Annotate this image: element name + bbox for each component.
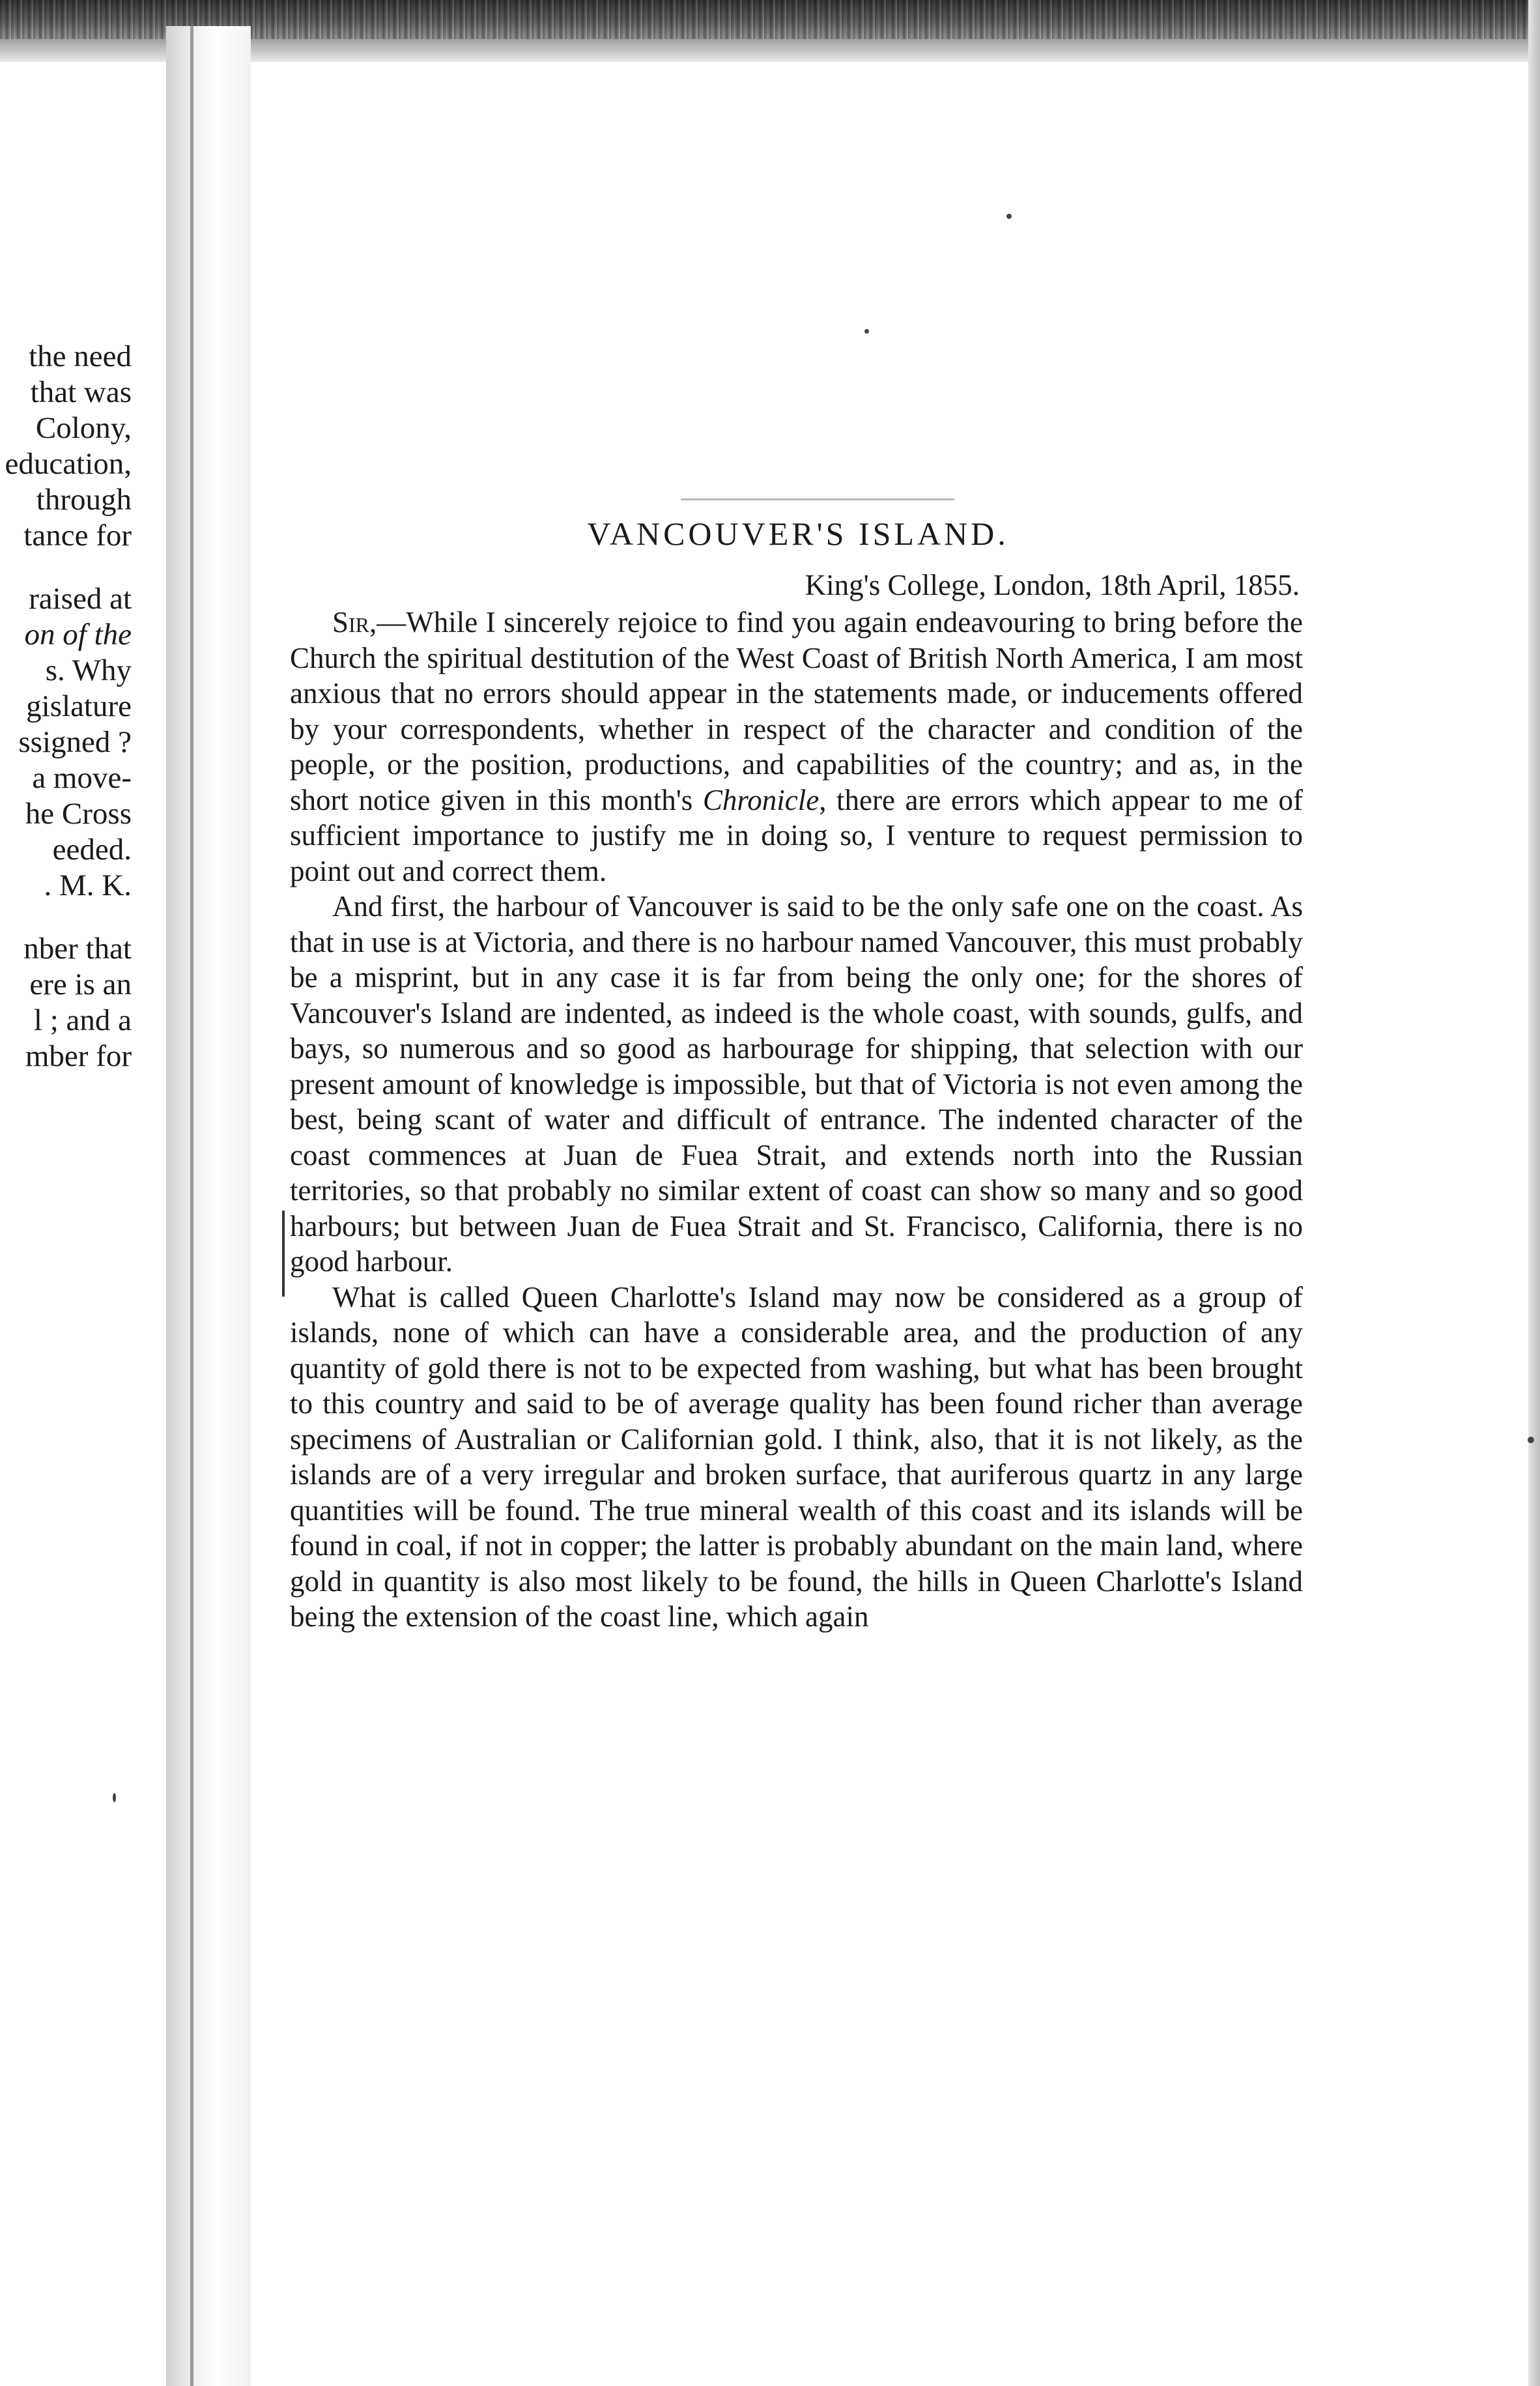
left-page-block [0,931,132,1074]
margin-pencil-mark [282,1211,285,1297]
paragraph-text: , there are errors which appear to me of sufficient importance to justify me in doing so, I venture to request permission to point out and correct them. [290,783,1303,887]
left-page-line: raised at [29,582,132,616]
left-page-line: tance for [23,519,132,553]
left-page-line: he Cross [25,797,132,831]
scan-right-edge [1528,0,1540,2386]
left-page-line: that was [30,375,132,409]
left-page-line: on of the [24,618,132,652]
left-page-line: . M. K. [44,869,132,902]
left-page-line: education, [5,447,132,481]
article-paragraph: And first, the harbour of Vancouver is said to be the only safe one on the coast. As that in use is at Victoria, and there is no harbour named Vancouver, this must probably be a misprint, but in any case it is far from being the only one; for the shores of Vancouver's Island are indented, as indeed is the whole coast, with sounds, gulfs, and bays, so numerous and so good as harbourage for shipping, that selection with our present amount of knowledge is impossible, but that of Victoria is not even among the best, being scant of water and difficult of entrance. The indented character of the coast commences at Juan de Fuea Strait, and extends north into the Russian territories, so that probably no similar extent of coast can show so many and so good harbours; but between Juan de Fuea Strait and St. Francisco, California, there is no good harbour. [290,890,1303,1278]
scan-speck [113,1793,116,1802]
left-page-fragment [0,339,132,1102]
left-page-line: the need [29,339,132,373]
article-paragraph: What is called Queen Charlotte's Island may now be considered as a group of islands, none of which can have a considerable area, and the production of any quantity of gold there is not to be expected from washing, but what has been brought to this country and said to be of average quality has been found richer than average specimens of Australian or Californian gold. I think, also, that it is not likely, as the islands are of a very irregular and broken surface, that auriferous quartz in any large quantities will be found. The true mineral wealth of this coast and its islands will be found in coal, if not in copper; the latter is probably abundant on the main land, where gold in quantity is also most likely to be found, the hills in Queen Charlotte's Island being the extension of the coast line, which again [290,1280,1303,1633]
left-page-line: l ; and a [33,1003,132,1037]
article-dateline: King's College, London, 18th April, 1855. [805,569,1300,601]
left-page-line: ssigned ? [18,725,132,759]
article-body [290,605,1303,1635]
left-page-line: a move- [32,761,132,795]
left-page-block [0,581,132,904]
scan-speck [1528,1437,1534,1443]
title-rule [681,498,954,500]
left-page-line: eeded. [52,833,132,867]
book-gutter [166,26,251,2386]
article-paragraph [290,605,1303,889]
left-page-line: s. Why [45,654,132,687]
article-title: VANCOUVER'S ISLAND. [587,515,1009,552]
left-page-line: nber that [23,932,132,966]
salutation: Sir, [332,606,377,639]
paragraph-text: —While I sincerely rejoice to find you again endeavouring to bring before the Church the spiritual destitution of the West Coast of British North America, I am most anxious that no errors should appear in the statements made, or inducements offered by your correspondents, whether in respect of the character and condition of the people, or the position, productions, and capabilities of the country; and as, in the short notice given in this month's [290,606,1303,816]
left-page-line: ere is an [29,968,132,1001]
left-page-line: gislature [26,689,132,723]
left-page-line: mber for [25,1039,132,1073]
book-gutter-fold [190,26,193,2386]
right-page [290,0,1306,2386]
italic-title: Chronicle [702,783,820,816]
left-page-block [0,339,132,554]
left-page-line: through [36,483,132,517]
left-page-line: Colony, [35,411,132,445]
